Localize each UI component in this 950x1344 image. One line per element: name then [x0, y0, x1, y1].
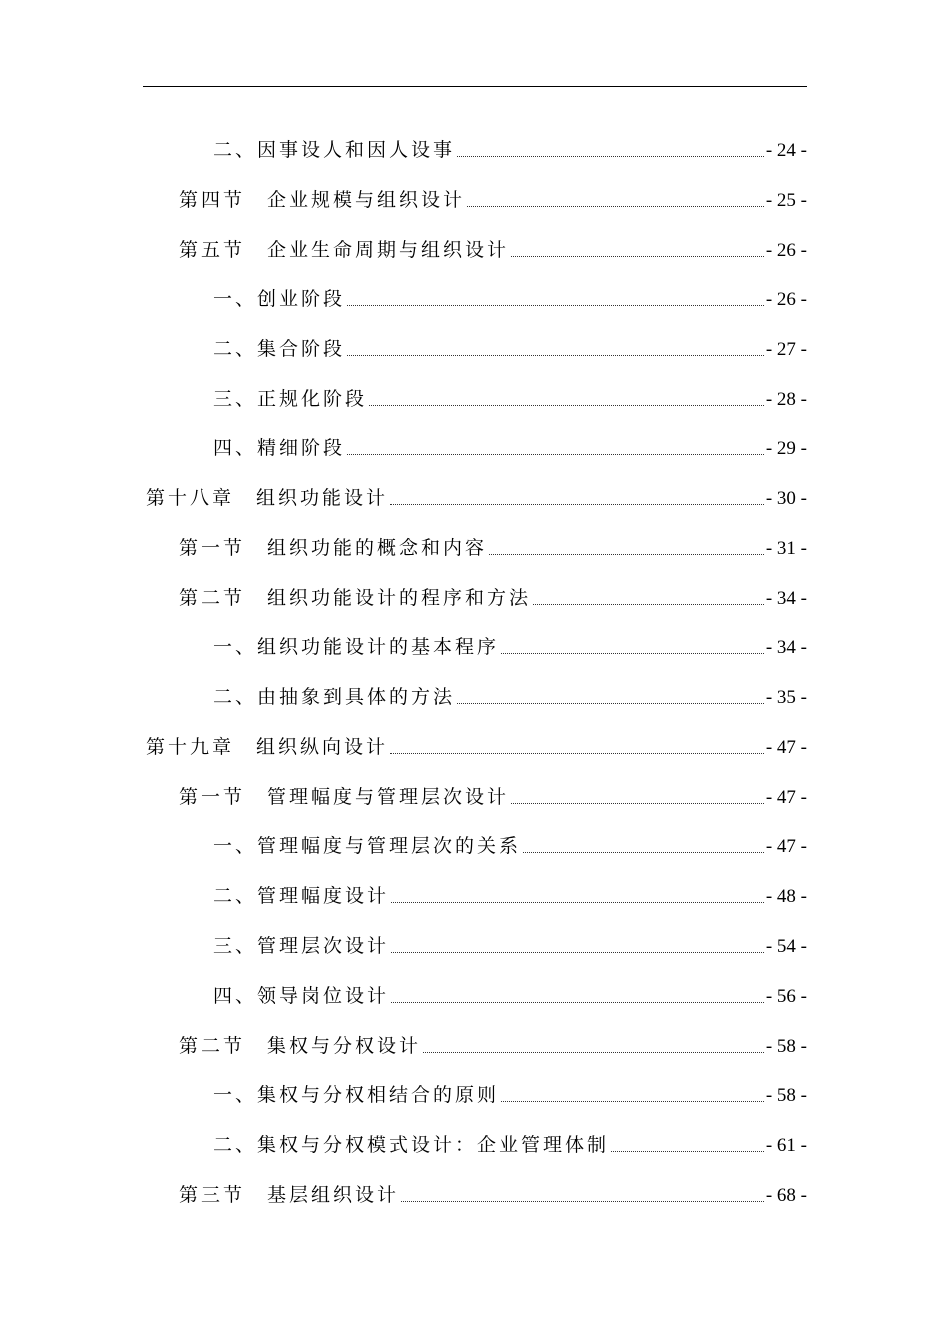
toc-page-number: - 54 - [765, 936, 807, 957]
toc-dot-leader [467, 206, 764, 207]
toc-entry[interactable] [213, 832, 807, 860]
toc-entry[interactable] [213, 683, 807, 711]
toc-entry-label: 第二节 组织功能设计的程序和方法 [179, 587, 532, 609]
toc-entry-label: 第四节 企业规模与组织设计 [179, 189, 466, 211]
toc-dot-leader [523, 852, 764, 853]
toc-page-number: - 56 - [765, 986, 807, 1007]
toc-entry[interactable] [146, 733, 807, 761]
toc-entry[interactable] [213, 882, 807, 910]
toc-page-number: - 61 - [765, 1135, 807, 1156]
toc-dot-leader [501, 653, 764, 654]
toc-page-number: - 26 - [765, 240, 807, 261]
toc-entry[interactable] [213, 982, 807, 1010]
toc-dot-leader [347, 454, 764, 455]
toc-entry[interactable] [213, 385, 807, 413]
toc-entry[interactable] [213, 1131, 807, 1159]
toc-page-number: - 68 - [765, 1185, 807, 1206]
toc-dot-leader [489, 554, 764, 555]
toc-entry-label: 第十九章 组织纵向设计 [146, 736, 389, 758]
toc-entry[interactable] [179, 1181, 807, 1209]
toc-page-number: - 48 - [765, 886, 807, 907]
toc-entry-label: 二、集合阶段 [213, 338, 346, 360]
toc-dot-leader [391, 1002, 764, 1003]
toc-dot-leader [391, 952, 764, 953]
toc-page-number: - 25 - [765, 190, 807, 211]
toc-page-number: - 34 - [765, 637, 807, 658]
toc-entry-label: 一、组织功能设计的基本程序 [213, 636, 500, 658]
toc-dot-leader [347, 305, 764, 306]
toc-page-number: - 58 - [765, 1085, 807, 1106]
toc-page-number: - 28 - [765, 389, 807, 410]
toc-entry[interactable] [213, 633, 807, 661]
toc-page-number: - 47 - [765, 737, 807, 758]
toc-entry-label: 三、管理层次设计 [213, 935, 390, 957]
toc-entry[interactable] [179, 1032, 807, 1060]
toc-entry[interactable] [179, 236, 807, 264]
toc-entry-label: 一、管理幅度与管理层次的关系 [213, 835, 522, 857]
toc-entry[interactable] [213, 434, 807, 462]
toc-dot-leader [390, 753, 764, 754]
toc-entry[interactable] [146, 484, 807, 512]
toc-entry[interactable] [213, 932, 807, 960]
toc-entry[interactable] [179, 584, 807, 612]
toc-entry-label: 三、正规化阶段 [213, 388, 368, 410]
toc-dot-leader [457, 703, 764, 704]
toc-entry-label: 第三节 基层组织设计 [179, 1184, 400, 1206]
toc-entry-label: 二、管理幅度设计 [213, 885, 390, 907]
toc-entry-label: 第一节 组织功能的概念和内容 [179, 537, 488, 559]
toc-dot-leader [423, 1052, 764, 1053]
toc-dot-leader [369, 405, 764, 406]
toc-entry-label: 四、精细阶段 [213, 437, 346, 459]
toc-page-number: - 29 - [765, 438, 807, 459]
toc-dot-leader [611, 1151, 764, 1152]
toc-entry[interactable] [213, 335, 807, 363]
toc-page-number: - 47 - [765, 836, 807, 857]
toc-page-number: - 47 - [765, 787, 807, 808]
toc-entry-label: 第十八章 组织功能设计 [146, 487, 389, 509]
toc-entry[interactable] [179, 534, 807, 562]
toc-entry[interactable] [179, 783, 807, 811]
toc-page-number: - 31 - [765, 538, 807, 559]
toc-entry-label: 第二节 集权与分权设计 [179, 1035, 422, 1057]
toc-dot-leader [390, 504, 764, 505]
toc-entry-label: 二、由抽象到具体的方法 [213, 686, 456, 708]
toc-entry-label: 第五节 企业生命周期与组织设计 [179, 239, 510, 261]
toc-entry-label: 第一节 管理幅度与管理层次设计 [179, 786, 510, 808]
toc-page-number: - 24 - [765, 140, 807, 161]
toc-entry[interactable] [213, 136, 807, 164]
toc-dot-leader [501, 1101, 764, 1102]
toc-page-number: - 58 - [765, 1036, 807, 1057]
toc-entry[interactable] [213, 285, 807, 313]
toc-dot-leader [401, 1201, 764, 1202]
toc-page-number: - 26 - [765, 289, 807, 310]
toc-dot-leader [533, 604, 764, 605]
header-rule [143, 86, 807, 87]
toc-entry-label: 二、因事设人和因人设事 [213, 139, 456, 161]
toc-entry[interactable] [213, 1081, 807, 1109]
toc-dot-leader [347, 355, 764, 356]
toc-dot-leader [511, 803, 764, 804]
toc-entry[interactable] [179, 186, 807, 214]
toc-entry-label: 四、领导岗位设计 [213, 985, 390, 1007]
toc-page-number: - 27 - [765, 339, 807, 360]
toc-page-number: - 34 - [765, 588, 807, 609]
toc-entry-label: 二、集权与分权模式设计：企业管理体制 [213, 1134, 610, 1156]
toc-entry-label: 一、集权与分权相结合的原则 [213, 1084, 500, 1106]
toc-page-number: - 35 - [765, 687, 807, 708]
toc-dot-leader [457, 156, 764, 157]
toc-page-number: - 30 - [765, 488, 807, 509]
toc-dot-leader [511, 256, 764, 257]
toc-entry-label: 一、创业阶段 [213, 288, 346, 310]
toc-dot-leader [391, 902, 764, 903]
